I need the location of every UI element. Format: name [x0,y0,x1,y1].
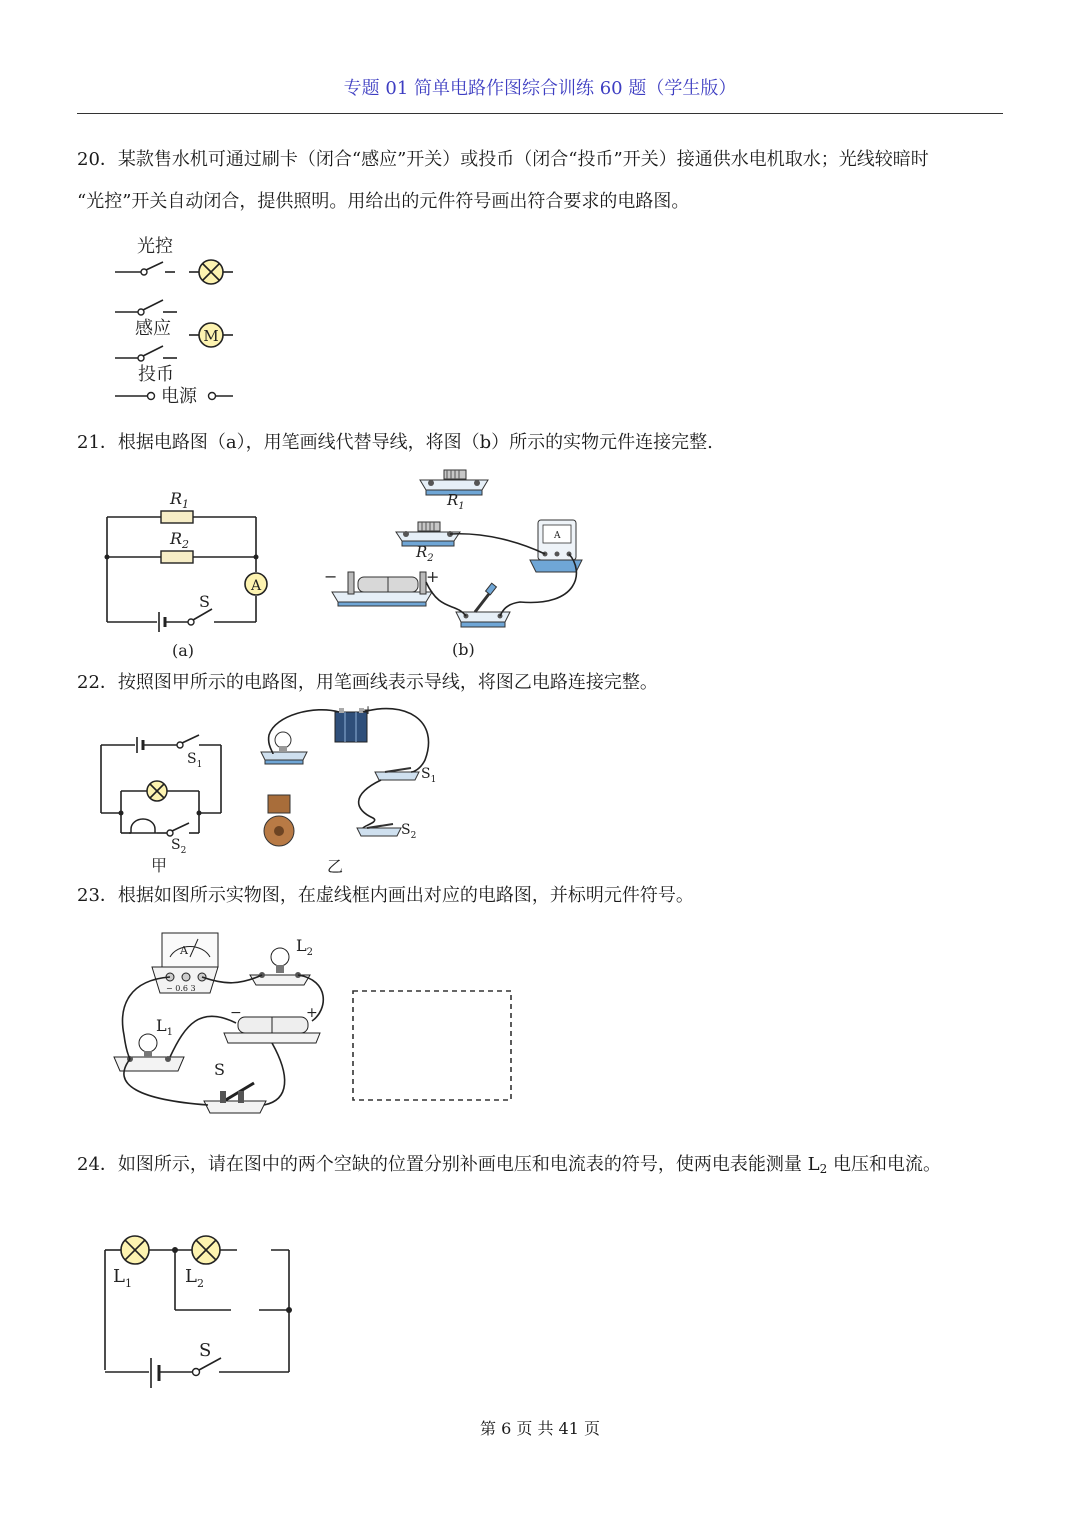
label-switch-s: S [199,592,210,611]
motor-label: M [203,327,219,345]
question-22-physical-yi [255,700,445,880]
question-23-text: 23．根据如图所示实物图，在虚线框内画出对应的电路图，并标明元件符号。 [77,885,694,906]
battery-minus-q23: − [230,1005,242,1021]
question-24-text: 24．如图所示，请在图中的两个空缺的位置分别补画电压和电流表的符号，使两电表能测量 L2 电压和电流。 [77,1154,941,1176]
resistor-r2-symbol [161,551,193,563]
label-switch-q23: S [214,1060,225,1079]
label-r1: $R_1$ [170,489,190,511]
figure-yi-caption: 乙 [327,857,344,876]
question-23-physical-circuit [100,925,340,1125]
motor-symbol [189,323,233,347]
wire-battery-switch [426,582,466,616]
battery-plus-b: + [426,567,440,586]
page-header-title: 专题 01 简单电路作图综合训练 60 题（学生版） [343,78,737,99]
label-s2-yi: $S_2$ [401,822,417,841]
question-20-component-symbols [105,228,255,413]
switch-board-q23 [204,1083,266,1113]
svg-text:A: A [554,531,561,541]
label-guangkong: 光控 [137,236,173,257]
resistor-r1-symbol [161,511,193,523]
label-s1-yi: $S_1$ [421,766,437,785]
question-21-physical-b [320,462,595,667]
svg-text:− 0.6 3: − 0.6 3 [166,984,196,993]
lamp-symbol-q20 [189,260,233,284]
page-footer: 第 6 页 共 41 页 [480,1419,600,1438]
switch-s2-board-yi [357,824,401,836]
knife-switch-board-b [456,583,510,627]
lamp-l1-symbol-q24 [121,1236,149,1264]
lamp-l2-symbol-q24 [192,1236,220,1264]
wire-switch-battery [264,1043,285,1105]
answer-dashed-box[interactable] [350,988,515,1103]
question-20-line-1: 20．某款售水机可通过刷卡（闭合“感应”开关）或投币（闭合“投币”开关）接通供水电机取水；光线较暗时 [77,149,929,170]
ammeter-device-q23 [152,933,218,993]
battery-minus-b: − [324,567,338,586]
battery-holder-b [332,572,432,606]
label-r1-b: $R_1$ [447,491,465,512]
figure-jia-caption: 甲 [151,856,168,875]
figure-b-caption: (b) [452,640,475,659]
wire-battery-s1 [363,709,429,772]
label-toubi: 投币 [138,364,174,385]
label-r2-b: $R_2$ [416,543,434,564]
header-divider [77,113,1003,114]
label-ganying: 感应 [135,318,171,339]
question-20-line-2: “光控”开关自动闭合，提供照明。用给出的元件符号画出符合要求的电路图。 [77,191,690,212]
bell-symbol-q22 [129,819,157,833]
question-21-circuit-a [100,480,280,665]
switch-toubi-symbol [115,346,177,361]
ammeter-symbol-a [245,573,267,595]
lamp-board-yi [261,732,307,764]
label-switch-q24: S [199,1340,212,1361]
figure-a-caption: (a) [172,641,195,660]
switch-s1-board-yi [375,768,419,780]
label-s1: $S_1$ [187,751,203,770]
power-source-terminals [115,386,233,407]
label-l2-q24: $L_2$ [185,1266,204,1290]
battery-plus-yi: + [363,703,374,717]
label-l1-q23: $L_1$ [156,1016,173,1038]
label-r2: $R_2$ [170,529,190,551]
question-24-circuit [95,1230,305,1395]
question-22-text: 22．按照图甲所示的电路图，用笔画线表示导线，将图乙电路连接完整。 [77,672,658,693]
question-22-circuit-jia [95,725,235,880]
switch-guangkong-symbol [115,262,175,275]
label-l2-q23: $L_2$ [296,936,313,958]
lamp-symbol-q22 [147,781,167,801]
label-l1-q24: $L_1$ [113,1266,132,1290]
electric-bell-yi [264,795,294,846]
svg-text:A: A [250,578,262,594]
switch-ganying-symbol [115,300,177,315]
battery-plus-q23: + [306,1005,318,1021]
wire-s1-s2 [359,780,381,828]
label-s2: $S_2$ [171,837,187,856]
svg-text:A: A [180,944,188,957]
wire-r2-ammeter [450,534,545,554]
label-dianyuan: 电源 [161,386,197,407]
question-21-text: 21．根据电路图（a），用笔画线代替导线，将图（b）所示的实物元件连接完整. [77,432,713,453]
